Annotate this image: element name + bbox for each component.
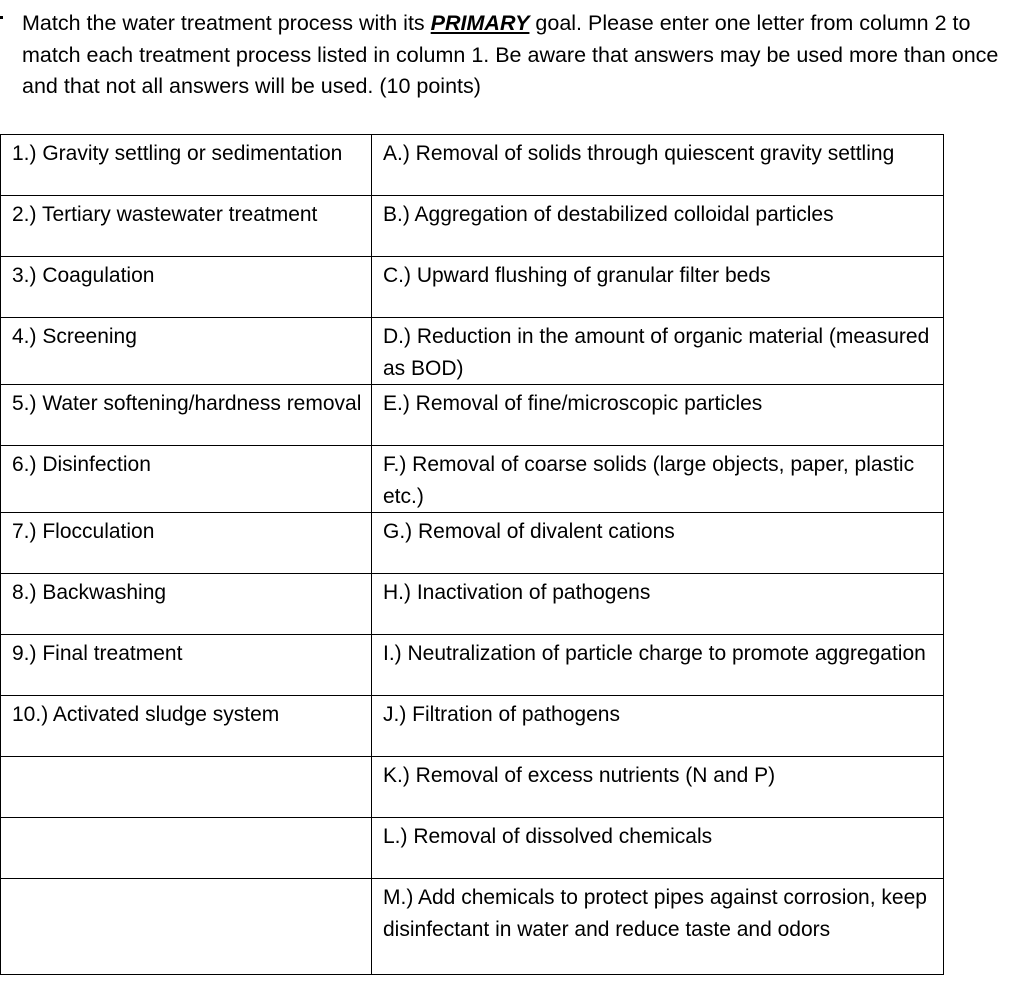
table-row — [1, 879, 944, 975]
instructions-emphasis: PRIMARY — [430, 11, 530, 35]
process-cell: 6.) Disinfection — [1, 446, 372, 513]
goal-cell: B.) Aggregation of destabilized colloidal particles — [372, 196, 944, 257]
process-cell: 9.) Final treatment — [1, 635, 372, 696]
process-cell: 1.) Gravity settling or sedimentation — [1, 135, 372, 196]
matching-table — [0, 134, 944, 975]
table-row — [1, 757, 944, 818]
goal-cell: C.) Upward flushing of granular filter beds — [372, 257, 944, 318]
goal-cell: D.) Reduction in the amount of organic material (measured as BOD) — [372, 318, 944, 385]
goal-cell: E.) Removal of fine/microscopic particles — [372, 385, 944, 446]
goal-cell: G.) Removal of divalent cations — [372, 513, 944, 574]
goal-cell: A.) Removal of solids through quiescent gravity settling — [372, 135, 944, 196]
table-row — [1, 385, 944, 446]
goal-cell: L.) Removal of dissolved chemicals — [372, 818, 944, 879]
table-row — [1, 446, 944, 513]
table-row — [1, 574, 944, 635]
empty-process-cell — [1, 757, 372, 818]
table-row — [1, 818, 944, 879]
process-cell: 5.) Water softening/hardness removal — [1, 385, 372, 446]
process-cell: 2.) Tertiary wastewater treatment — [1, 196, 372, 257]
empty-process-cell — [1, 879, 372, 975]
process-cell: 4.) Screening — [1, 318, 372, 385]
process-cell: 8.) Backwashing — [1, 574, 372, 635]
goal-cell: F.) Removal of coarse solids (large objects, paper, plastic etc.) — [372, 446, 944, 513]
table-row — [1, 196, 944, 257]
process-cell: 10.) Activated sludge system — [1, 696, 372, 757]
goal-cell: K.) Removal of excess nutrients (N and P) — [372, 757, 944, 818]
empty-process-cell — [1, 818, 372, 879]
process-cell: 3.) Coagulation — [1, 257, 372, 318]
instructions-after: goal. Please enter one letter from column 2 to match each treatment process listed in column 1. Be aware that answers may be used more than once and that not all answers will be used. (10 points) — [22, 11, 999, 98]
instructions-before: Match the water treatment process with its — [22, 11, 431, 35]
goal-cell: J.) Filtration of pathogens — [372, 696, 944, 757]
goal-cell: I.) Neutralization of particle charge to promote aggregation — [372, 635, 944, 696]
table-row — [1, 635, 944, 696]
table-row — [1, 257, 944, 318]
table-row — [1, 696, 944, 757]
table-row — [1, 135, 944, 196]
goal-cell: M.) Add chemicals to protect pipes against corrosion, keep disinfectant in water and reduce taste and odors — [372, 879, 944, 975]
table-row — [1, 318, 944, 385]
process-cell: 7.) Flocculation — [1, 513, 372, 574]
goal-cell: H.) Inactivation of pathogens — [372, 574, 944, 635]
table-row — [1, 513, 944, 574]
list-bullet-mark — [0, 16, 3, 19]
instructions-text — [22, 8, 1017, 103]
